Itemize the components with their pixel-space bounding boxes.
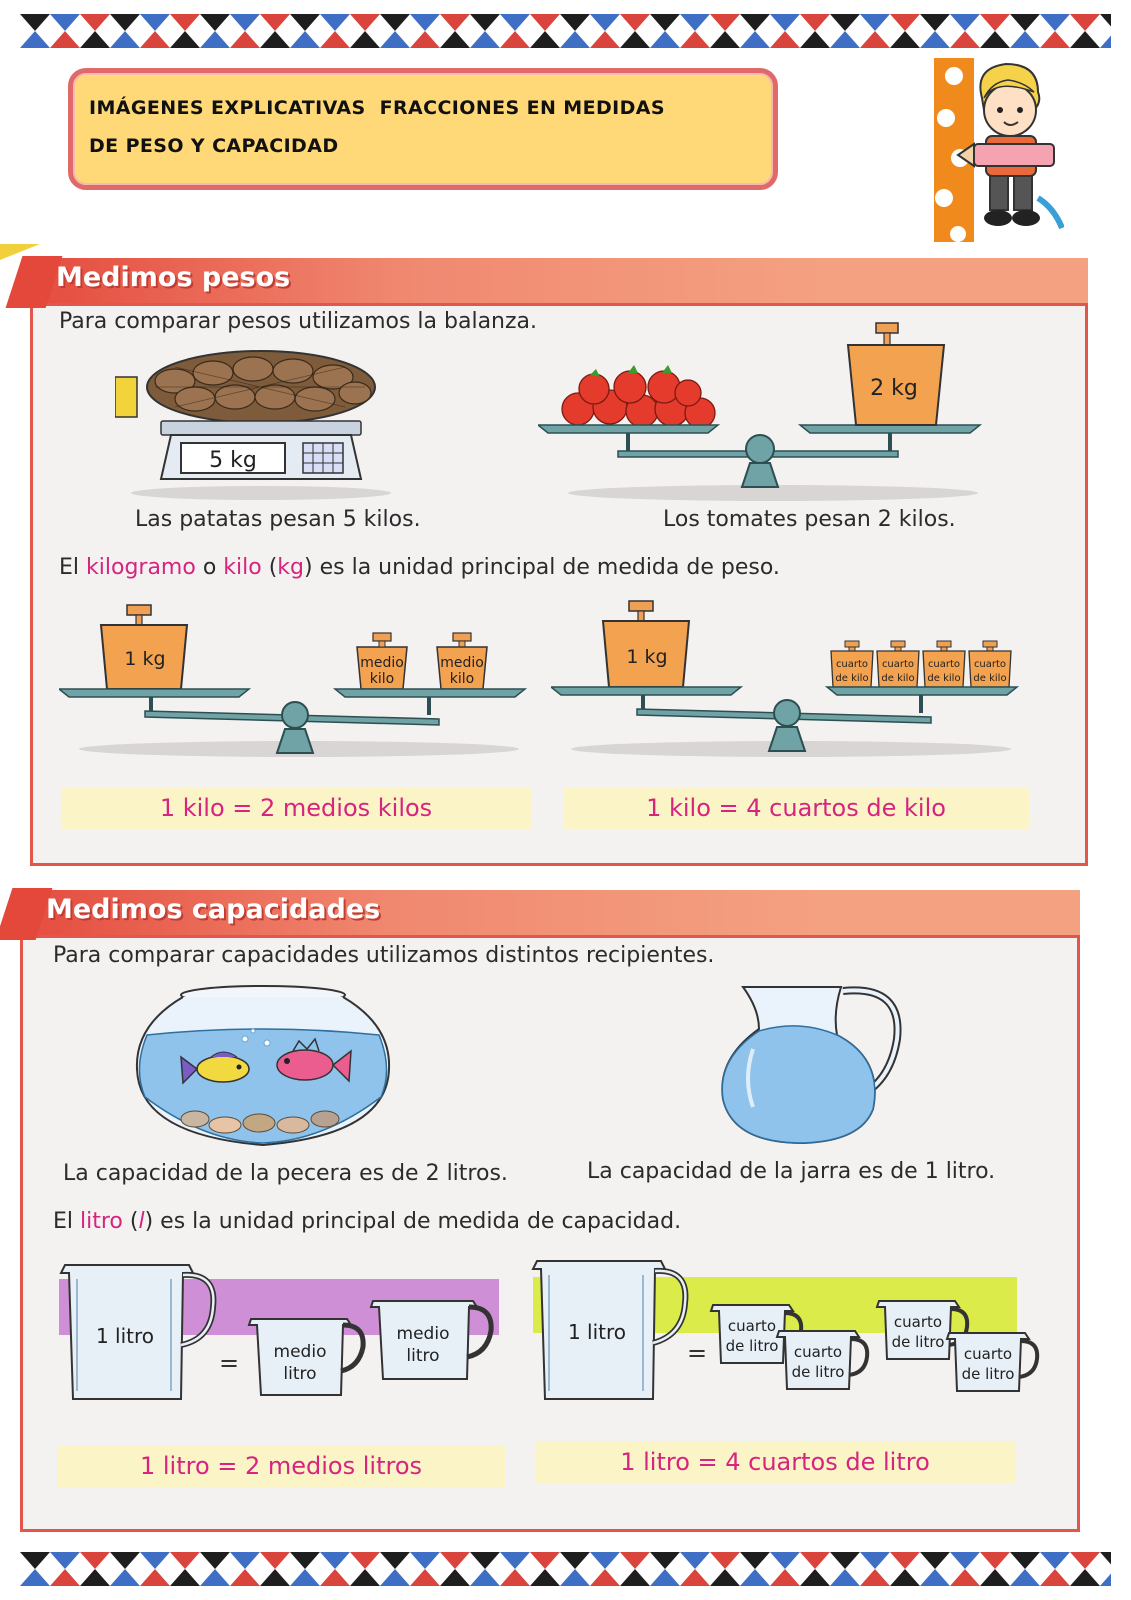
svg-text:kilo: kilo [369,671,395,687]
svg-text:cuarto: cuarto [881,659,915,670]
svg-text:de kilo: de kilo [973,673,1007,684]
svg-text:cuarto: cuarto [793,1343,843,1361]
equation-quarter-kilos: 1 kilo = 4 cuartos de kilo [563,787,1029,829]
svg-text:cuarto: cuarto [973,659,1007,670]
capacity-section-header [20,890,1080,938]
potatoes-caption: Las patatas pesan 5 kilos. [135,507,421,532]
svg-text:1 litro: 1 litro [95,1324,155,1348]
svg-text:de litro: de litro [725,1337,779,1355]
svg-text:cuarto: cuarto [893,1313,943,1331]
svg-text:litro: litro [406,1346,440,1366]
jug-illustration [713,979,913,1149]
title-box [68,68,778,190]
svg-text:de litro: de litro [791,1363,845,1381]
capacity-intro-text: Para comparar capacidades utilizamos distintos recipientes. [53,943,715,968]
equation-half-liters: 1 litro = 2 medios litros [57,1445,505,1487]
quarter-kilo-weight [969,641,1011,687]
kg-term: kg [277,555,305,580]
weight-section-title: Medimos pesos [56,262,291,293]
svg-text:1 litro: 1 litro [567,1320,627,1344]
capacity-section-title: Medimos capacidades [46,894,381,925]
equation-half-kilos: 1 kilo = 2 medios kilos [61,787,531,829]
balance-quarter-kilos-illustration [551,599,1031,763]
svg-text:cuarto: cuarto [927,659,961,670]
svg-text:medio: medio [440,655,484,671]
quarter-kilo-weight [831,641,873,687]
quarter-liter-cup [947,1333,1037,1391]
balance-half-kilos-illustration [59,603,539,763]
svg-text:cuarto: cuarto [727,1317,777,1335]
svg-text:de litro: de litro [961,1365,1015,1383]
svg-text:medio: medio [360,655,404,671]
equation-quarter-liters: 1 litro = 4 cuartos de litro [535,1441,1015,1483]
quarter-liter-cup [777,1331,867,1389]
svg-text:de litro: de litro [891,1333,945,1351]
svg-text:medio: medio [396,1324,450,1344]
liter-definition: El litro (l) es la unidad principal de medida de capacidad. [53,1209,682,1234]
jug-half-liters-illustration [53,1259,503,1409]
weight-intro-text: Para comparar pesos utilizamos la balanza. [59,309,538,334]
svg-text:=: = [686,1339,708,1367]
jug-caption: La capacidad de la jarra es de 1 litro. [587,1159,996,1184]
capacity-section [20,890,1080,1532]
svg-text:1 kg: 1 kg [124,648,166,670]
page-title-line-1: IMÁGENES EXPLICATIVAS FRACCIONES EN MEDIDAS [89,97,665,119]
litro-term: litro [80,1209,123,1234]
quarter-kilo-weight [877,641,919,687]
l-term: l [138,1209,145,1234]
scale-reading: 5 kg [209,448,257,473]
svg-text:de kilo: de kilo [881,673,915,684]
svg-text:kilo: kilo [449,671,475,687]
kid-with-pencil-illustration [934,58,1064,242]
weight-2kg-label: 2 kg [870,376,918,401]
decorative-border-top [20,14,1111,48]
tomatoes-caption: Los tomates pesan 2 kilos. [663,507,956,532]
weight-section [30,258,1088,866]
quarter-kilo-weight [923,641,965,687]
svg-text:cuarto: cuarto [963,1345,1013,1363]
svg-text:de kilo: de kilo [927,673,961,684]
kilo-term: kilo [223,555,262,580]
decorative-border-bottom [20,1552,1111,1586]
svg-text:de kilo: de kilo [835,673,869,684]
kilogram-definition: El kilogramo o kilo (kg) es la unidad principal de medida de peso. [59,555,780,580]
fishbowl-caption: La capacidad de la pecera es de 2 litros. [63,1161,508,1186]
svg-text:=: = [218,1349,240,1377]
jug-quarter-liters-illustration [529,1255,1051,1411]
svg-text:litro: litro [283,1364,317,1384]
tomato-balance-illustration [538,317,1008,517]
svg-text:1 kg: 1 kg [626,646,668,668]
potato-scale-illustration [115,347,415,507]
svg-text:cuarto: cuarto [835,659,869,670]
fishbowl-illustration [133,985,393,1153]
svg-text:medio: medio [273,1342,327,1362]
kilogram-term: kilogramo [86,555,196,580]
weight-section-header [30,258,1088,306]
page-title-line-2: DE PESO Y CAPACIDAD [89,135,339,157]
